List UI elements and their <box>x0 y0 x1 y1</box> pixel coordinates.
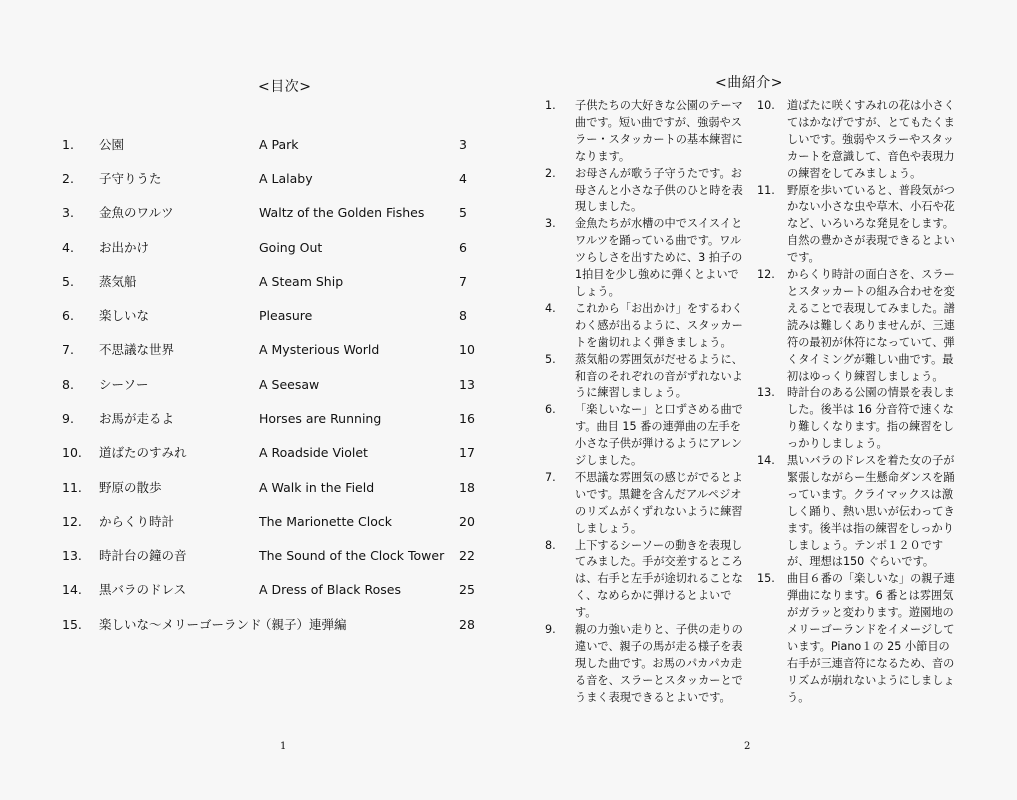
toc-entry-page: 22 <box>459 548 475 563</box>
toc-entry-page: 8 <box>459 308 467 323</box>
intro-entry-number: 13. <box>757 386 775 400</box>
toc-entry-japanese-title: 蒸気船 <box>99 274 137 289</box>
toc-entry-number: 10. <box>62 445 82 460</box>
intro-entry <box>757 453 957 571</box>
toc-entry-number: 11. <box>62 480 82 495</box>
intro-entry <box>757 98 957 183</box>
toc-entry-page: 3 <box>459 137 467 152</box>
toc-entry-number: 7. <box>62 342 74 357</box>
toc-entry-page: 20 <box>459 514 475 529</box>
intro-entry <box>757 571 957 706</box>
intro-entry-number: 3. <box>545 217 556 231</box>
intro-entry <box>757 385 957 453</box>
intro-entry-number: 5. <box>545 352 556 366</box>
toc-entry-english-title: （親子）連弾編 <box>259 617 347 632</box>
toc-entry-english-title: A Mysterious World <box>259 342 380 357</box>
toc-entry-english-title: The Marionette Clock <box>259 514 392 529</box>
toc-entry-english-title: A Seesaw <box>259 377 320 392</box>
toc-entry-page: 10 <box>459 342 475 357</box>
intro-entry-text: 蒸気船の雰囲気がだせるように、和音のそれぞれの音がずれないように練習しましょう。 <box>575 352 743 400</box>
toc-entry-page: 17 <box>459 445 475 460</box>
toc-entry-english-title: A Dress of Black Roses <box>259 582 402 597</box>
toc-entry-number: 13. <box>62 548 82 563</box>
toc-entry-japanese-title: からくり時計 <box>99 514 175 529</box>
intro-entry <box>545 352 745 403</box>
toc-entry-page: 4 <box>459 171 467 186</box>
intro-entry <box>545 538 745 623</box>
toc-entry-english-title: Waltz of the Golden Fishes <box>259 205 425 220</box>
toc-entry <box>0 272 508 292</box>
right-page-number: 2 <box>744 741 751 752</box>
toc-entry <box>0 409 508 429</box>
intro-entry-text: からくり時計の面白さを、スラーとスタッカートの組み合わせを変えることで表現してみました。譜読みは難しくありませんが、三連符の最初が休符になっていて、弾くタイミングが難しい曲です。最初はゆっくり練習しましょう。 <box>787 268 955 383</box>
toc-entry <box>0 169 508 189</box>
intro-entry-number: 14. <box>757 454 775 468</box>
toc-entry-number: 14. <box>62 582 82 597</box>
toc-entry-english-title: A Park <box>259 137 299 152</box>
toc-entry-japanese-title: お馬が走るよ <box>99 411 175 426</box>
toc-entry-english-title: The Sound of the Clock Tower <box>259 548 445 563</box>
toc-entry-number: 9. <box>62 411 74 426</box>
toc-entry-japanese-title: 楽しいな～メリーゴーランド <box>99 617 262 632</box>
toc-entry <box>0 203 508 223</box>
intro-entry <box>757 267 957 385</box>
toc-entry <box>0 306 508 326</box>
intro-entry-number: 9. <box>545 623 556 637</box>
intro-entry-text: 親の力強い走りと、子供の走りの違いで、親子の馬が走る様子を表現した曲です。お馬のパカパカ走る音を、スラーとスタッカーとでうまく表現できるとよいです。 <box>575 623 743 704</box>
intro-entry-text: 道ばたに咲くすみれの花は小さくてはかなげですが、とてもたくましいです。強弱やスラーやスタッカートを意識して、音色や表現力の練習をしてみましょう。 <box>787 99 955 180</box>
toc-entry-number: 5. <box>62 274 74 289</box>
toc-entry-page: 18 <box>459 480 475 495</box>
intro-entry-number: 2. <box>545 166 556 180</box>
intro-entry-text: お母さんが歌う子守うたです。お母さんと小さな子供のひと時を表現しました。 <box>575 166 743 214</box>
intro-heading: <曲紹介> <box>715 75 783 91</box>
toc-entry-japanese-title: 公園 <box>99 137 125 152</box>
toc-entry-number: 3. <box>62 205 74 220</box>
intro-entry <box>757 183 957 268</box>
toc-entry-page: 13 <box>459 377 475 392</box>
intro-column-left <box>545 98 745 707</box>
intro-entry-text: これから「お出かけ」をするわくわく感が出るように、スタッカートを歯切れよく弾きましょう。 <box>575 301 743 349</box>
toc-entry <box>0 135 508 155</box>
intro-entry-text: 黒いバラのドレスを着た女の子が緊張しながらー生懸命ダンスを踊っています。クライマックスは激しく踊り、熱い思いが伝わってきます。後半は指の練習をしっかりしましょう。テンポ１２０ですが、理想は150 ぐらいです。 <box>787 454 955 569</box>
toc-entry-japanese-title: 時計台の鐘の音 <box>99 548 187 563</box>
intro-entry <box>545 470 745 538</box>
toc-entry-page: 6 <box>459 240 467 255</box>
intro-entry <box>545 216 745 301</box>
toc-entry <box>0 615 508 635</box>
intro-entry <box>545 301 745 352</box>
intro-entry-number: 7. <box>545 470 556 484</box>
intro-entry-number: 1. <box>545 99 556 112</box>
toc-entry-number: 8. <box>62 377 74 392</box>
intro-entry <box>545 166 745 217</box>
intro-entry-text: 子供たちの大好きな公園のテーマ曲です。短い曲ですが、強弱やスラー・スタッカートの基本練習になります。 <box>575 99 743 163</box>
toc-entry-number: 1. <box>62 137 74 152</box>
toc-entry-page: 5 <box>459 205 467 220</box>
intro-entry-number: 12. <box>757 268 775 282</box>
toc-entry-page: 7 <box>459 274 467 289</box>
toc-entry <box>0 512 508 532</box>
toc-entry <box>0 580 508 600</box>
toc-entry-page: 16 <box>459 411 475 426</box>
toc-entry-japanese-title: 道ばたのすみれ <box>99 445 187 460</box>
toc-entry-english-title: Horses are Running <box>259 411 382 426</box>
intro-entry-number: 10. <box>757 99 775 112</box>
intro-entry-text: 曲目６番の「楽しいな」の親子連弾曲になります。6 番とは雰囲気がガラッと変わります。遊園地のメリーゴーランドをイメージしています。Piano１の 25 小節目の右手が三連音符になるため、音のリズムが崩れないようにしましょう。 <box>787 572 955 704</box>
toc-entry-english-title: A Walk in the Field <box>259 480 375 495</box>
intro-entry <box>545 622 745 707</box>
intro-entry-number: 4. <box>545 301 556 315</box>
toc-entry <box>0 546 508 566</box>
toc-entry-number: 4. <box>62 240 74 255</box>
toc-entry-number: 6. <box>62 308 74 323</box>
toc-entry-number: 15. <box>62 617 82 632</box>
toc-entry-english-title: A Lalaby <box>259 171 313 186</box>
toc-entry-english-title: Pleasure <box>259 308 313 323</box>
intro-entry-text: 不思議な雰囲気の感じがでるとよいです。黒鍵を含んだアルペジオのリズムがくずれないように練習しましょう。 <box>575 470 743 535</box>
intro-entry-text: 「楽しいなー」と口ずさめる曲です。曲目 15 番の連弾曲の左手を小さな子供が弾けるようにアレンジしました。 <box>575 403 743 468</box>
left-page <box>0 0 508 800</box>
toc-entry <box>0 340 508 360</box>
intro-entry-number: 8. <box>545 538 556 552</box>
toc-entry-english-title: A Steam Ship <box>259 274 344 289</box>
intro-entry-number: 6. <box>545 403 556 417</box>
intro-column-right <box>757 98 957 707</box>
toc-entry <box>0 375 508 395</box>
toc-entry-japanese-title: 楽しいな <box>99 308 150 323</box>
intro-entry-text: 野原を歩いていると、普段気がつかない小さな虫や草木、小石や花など、いろいろな発見をします。自然の豊かさが表現できるとよいです。 <box>787 183 955 265</box>
toc-entry-japanese-title: 子守りうた <box>99 171 162 186</box>
toc-entry-japanese-title: 野原の散歩 <box>99 480 162 495</box>
toc-entry-number: 2. <box>62 171 74 186</box>
toc-entry-japanese-title: 黒バラのドレス <box>99 582 187 597</box>
left-page-number: 1 <box>280 741 287 752</box>
toc-entry-page: 28 <box>459 617 475 632</box>
toc-entry <box>0 238 508 258</box>
toc-entry-japanese-title: お出かけ <box>99 240 150 255</box>
toc-entry-page: 25 <box>459 582 475 597</box>
intro-entry <box>545 98 745 166</box>
intro-entry-text: 上下するシーソーの動きを表現してみました。手が交差するところは、右手と左手が途切れることなく、なめらかに弾けるとよいです。 <box>575 538 743 620</box>
intro-entry <box>545 402 745 470</box>
toc-entry-english-title: A Roadside Violet <box>259 445 368 460</box>
intro-entry-text: 金魚たちが水槽の中でスイスイとワルツを踊っている曲です。ワルツらしさを出すために、3 拍子の1拍目を少し強めに弾くとよいでしょう。 <box>575 217 743 298</box>
toc-entry-number: 12. <box>62 514 82 529</box>
toc-entry-japanese-title: 金魚のワルツ <box>99 205 174 220</box>
toc-heading: <目次> <box>258 79 312 95</box>
toc-entry <box>0 443 508 463</box>
toc-entry <box>0 478 508 498</box>
intro-entry-text: 時計台のある公園の情景を表しました。後半は 16 分音符で速くなり難しくなります。指の練習をしっかりしましょう。 <box>787 386 955 451</box>
intro-entry-number: 11. <box>757 183 775 197</box>
toc-entry-english-title: Going Out <box>259 240 323 255</box>
intro-entry-number: 15. <box>757 572 775 586</box>
toc-entry-japanese-title: 不思議な世界 <box>99 342 175 357</box>
toc-entry-japanese-title: シーソー <box>99 377 149 392</box>
